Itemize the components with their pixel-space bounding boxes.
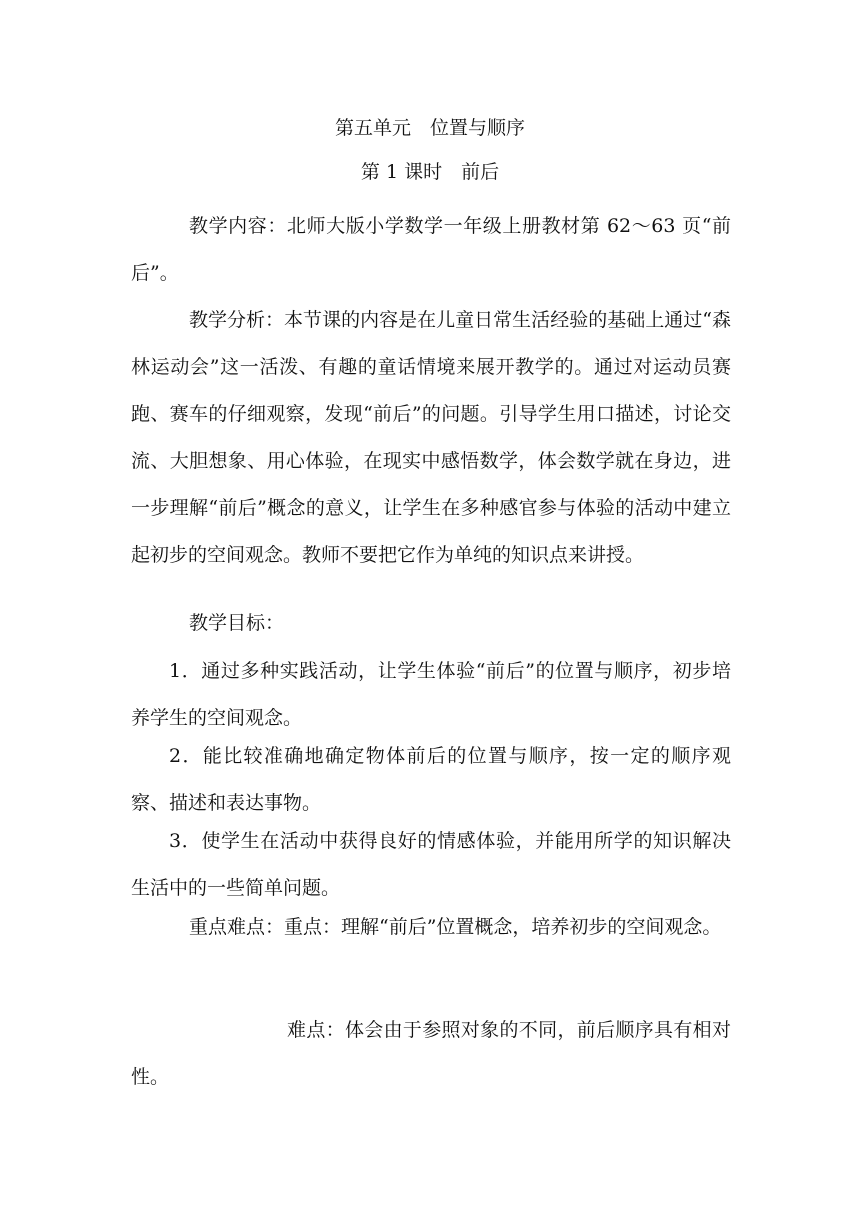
goal-item-2: 2．能比较准确地确定物体前后的位置与顺序，按一定的顺序观察、描述和表达事物。 bbox=[131, 745, 731, 814]
teaching-goals-heading: 教学目标： bbox=[189, 612, 285, 634]
goal-item-1: 1．通过多种实践活动，让学生体验“前后”的位置与顺序，初步培养学生的空间观念。 bbox=[131, 660, 731, 729]
lesson-title: 第 1 课时 前后 bbox=[360, 161, 500, 183]
key-points-paragraph: 重点难点：重点：理解“前后”位置概念，培养初步的空间观念。 bbox=[189, 916, 722, 938]
unit-title: 第五单元 位置与顺序 bbox=[334, 117, 525, 139]
teaching-analysis-paragraph: 教学分析：本节课的内容是在儿童日常生活经验的基础上通过“森林运动会”这一活泼、有趣的童话情境来展开教学的。通过对运动员赛跑、赛车的仔细观察，发现“前后”的问题。引导学生用口描述，讨论交流、大胆想象、用心体验，在现实中感悟数学，体会数学就在身边，进一步理解“前后”概念的意义，让学生在多种感官参与体验的活动中建立起初步的空间观念。教师不要把它作为单纯的知识点来讲授。 bbox=[131, 309, 731, 566]
difficulty-paragraph: 难点：体会由于参照对象的不同，前后顺序具有相对性。 bbox=[131, 1019, 731, 1088]
goal-item-3: 3．使学生在活动中获得良好的情感体验，并能用所学的知识解决生活中的一些简单问题。 bbox=[131, 830, 731, 899]
teaching-content-paragraph: 教学内容：北师大版小学数学一年级上册教材第 62～63 页“前后”。 bbox=[131, 215, 731, 284]
